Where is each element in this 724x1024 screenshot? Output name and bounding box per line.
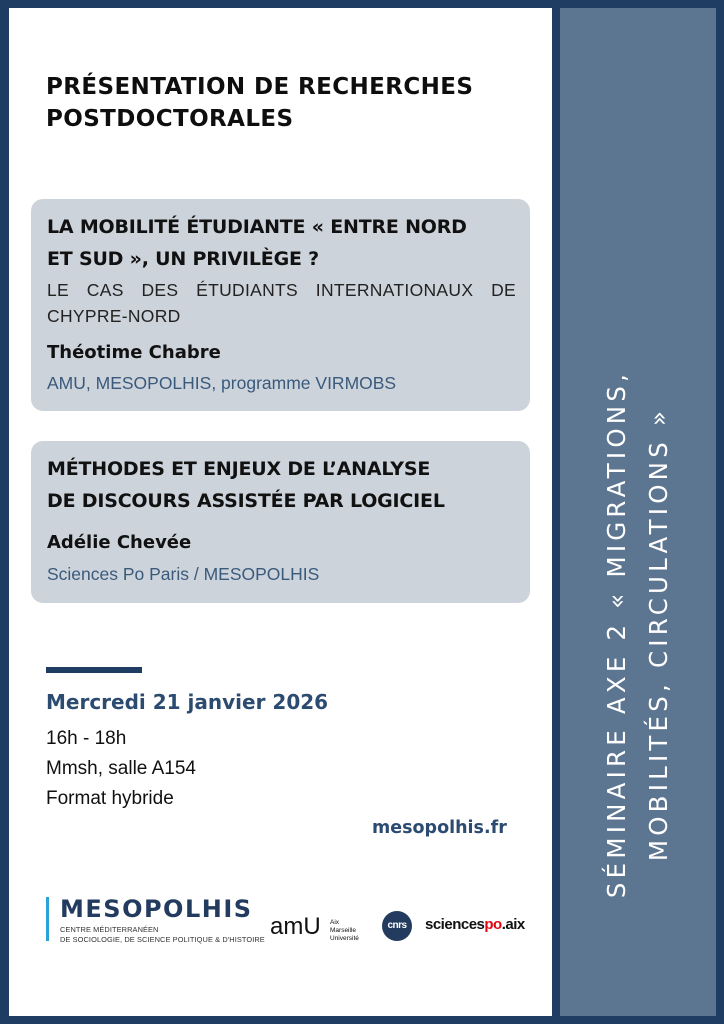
- sciencespo-logo-part-1: sciences: [425, 916, 485, 933]
- mesopolhis-logo-bar: [46, 897, 49, 941]
- mesopolhis-logo: [46, 895, 265, 947]
- talk-2-title: [47, 453, 517, 517]
- website-link[interactable]: mesopolhis.fr: [372, 818, 507, 838]
- talk-card-2: [31, 441, 530, 603]
- talk-1-title-line-2: ET SUD », UN PRIVILÈGE ?: [47, 248, 319, 270]
- talk-2-title-line-1: MÉTHODES ET ENJEUX DE L’ANALYSE: [47, 458, 431, 480]
- amu-logo-sub-3: Université: [330, 935, 359, 942]
- event-place: Mmsh, salle A154: [46, 758, 196, 779]
- talk-1-subtitle: LE CAS DES ÉTUDIANTS INTERNATIONAUX DE CHYPRE-NORD: [47, 280, 516, 326]
- talk-1-title: [47, 211, 517, 275]
- sciencespo-aix-logo: [425, 916, 525, 933]
- seminar-title-line-1: SÉMINAIRE AXE 2 « MIGRATIONS,: [602, 369, 631, 899]
- mesopolhis-logo-sub-2: DE SOCIOLOGIE, DE SCIENCE POLITIQUE & D'HISTOIRE: [60, 935, 265, 944]
- divider-bar: [46, 667, 142, 673]
- page-title-line-2: POSTDOCTORALES: [46, 106, 294, 132]
- mesopolhis-logo-name: MESOPOLHIS: [60, 895, 253, 923]
- mesopolhis-logo-subtitle: [60, 925, 265, 945]
- event-format: Format hybride: [46, 788, 174, 809]
- talk-card-1: [31, 199, 530, 411]
- talk-2-title-line-2: DE DISCOURS ASSISTÉE PAR LOGICIEL: [47, 490, 445, 512]
- amu-logo-sub-2: Marseille: [330, 927, 357, 934]
- amu-logo: [270, 913, 359, 945]
- seminar-title-line-2: MOBILITÉS, CIRCULATIONS »: [644, 406, 673, 862]
- talk-1-affiliation: AMU, MESOPOLHIS, programme VIRMOBS: [47, 373, 397, 393]
- amu-logo-subtitle: [330, 919, 359, 943]
- cnrs-logo: cnrs: [382, 911, 412, 941]
- page-title-line-1: PRÉSENTATION DE RECHERCHES: [46, 74, 474, 100]
- talk-2-affiliation: Sciences Po Paris / MESOPOLHIS: [47, 564, 320, 584]
- sciencespo-logo-part-3: .aix: [501, 916, 525, 933]
- talk-2-speaker: Adélie Chevée: [47, 532, 192, 553]
- talk-1-speaker: Théotime Chabre: [47, 342, 221, 363]
- sciencespo-logo-part-2: po: [484, 916, 502, 933]
- seminar-vertical-title: [596, 370, 680, 898]
- event-date: Mercredi 21 janvier 2026: [46, 690, 329, 714]
- amu-logo-sub-1: Aix: [330, 919, 340, 926]
- amu-logo-mark: amU: [270, 913, 321, 940]
- talk-1-title-line-1: LA MOBILITÉ ÉTUDIANTE « ENTRE NORD: [47, 216, 467, 238]
- event-time: 16h - 18h: [46, 728, 127, 749]
- mesopolhis-logo-sub-1: CENTRE MÉDITERRANÉEN: [60, 925, 159, 934]
- page-title: [46, 71, 526, 135]
